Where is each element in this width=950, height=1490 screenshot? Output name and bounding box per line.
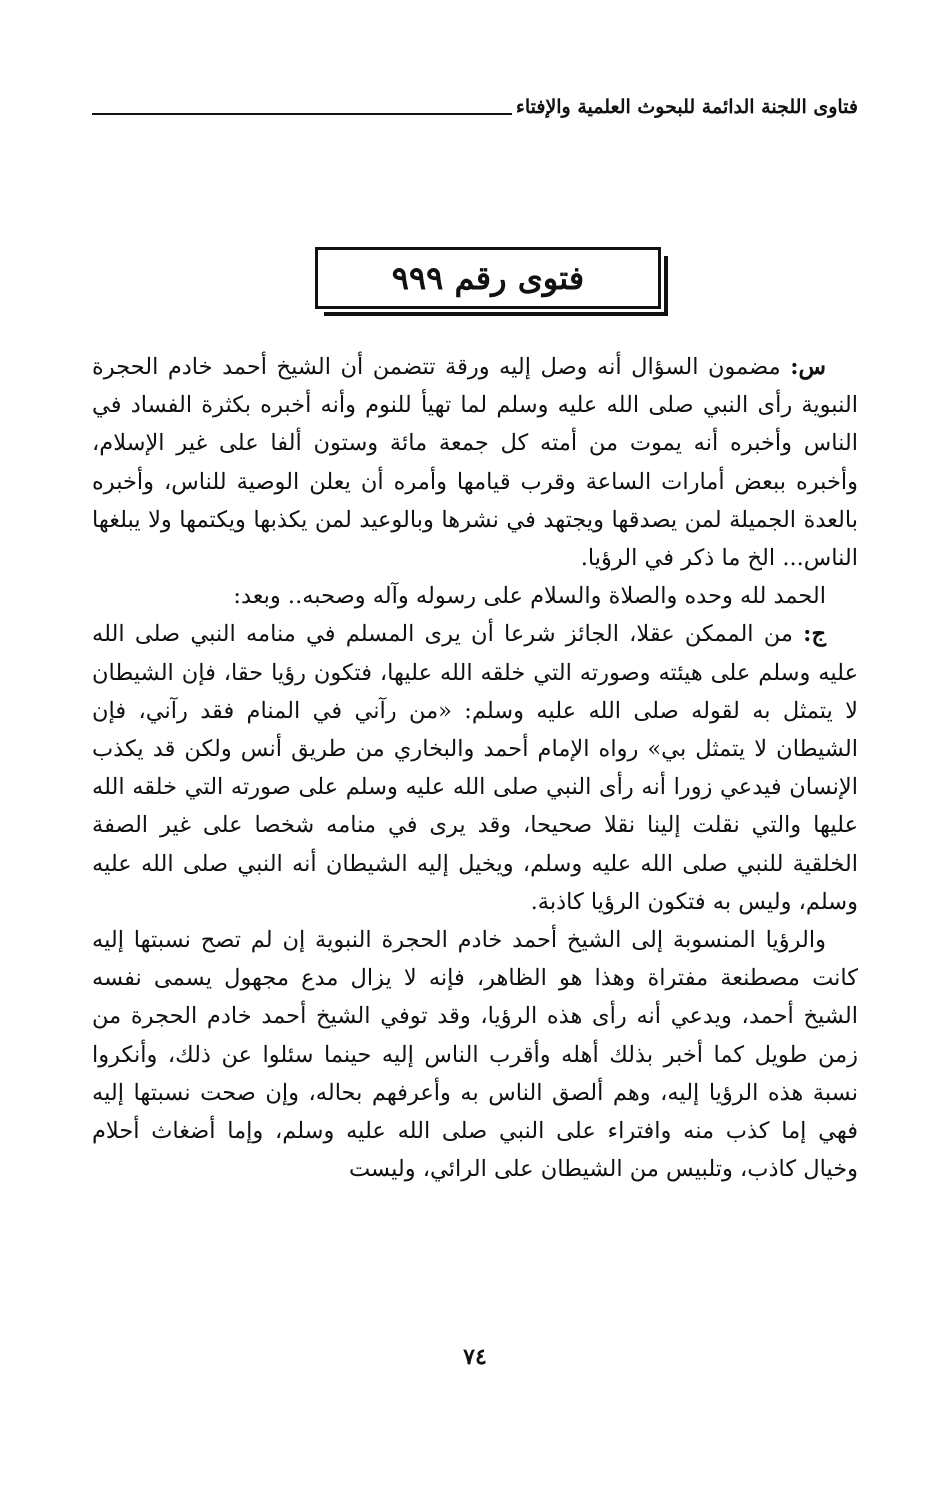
answer-text: من الممكن عقلا، الجائز شرعا أن يرى المسلم في منامه النبي صلى الله عليه وسلم على هيئته وصورته التي خلقه الله عليها، فتكون رؤيا حقا، فإن الشيطان لا يتمثل به لقوله صلى الله عليه وسلم: «من رآني في المنام فقد رآني، فإن الشيطان لا يتمثل بي» رواه الإمام أحمد والبخاري من طريق أنس ولكن قد يكذب الإنسان فيدعي زورا أنه رأى النبي صلى الله عليه وسلم على صورته التي خلقه الله عليها والتي نقلت إلينا نقلا صحيحا، وقد يرى في منامه شخصا على غير الصفة الخلقية للنبي صلى الله عليه وسلم، ويخيل إليه الشيطان أنه النبي صلى الله عليه وسلم، وليس به فتكون الرؤيا كاذبة. xyxy=(92,621,858,915)
fatwa-title: فتوى رقم ٩٩٩ xyxy=(391,259,585,297)
question-paragraph xyxy=(92,348,858,577)
header-rule xyxy=(92,113,512,115)
page-number: ٧٤ xyxy=(463,1344,487,1370)
answer-label: ج: xyxy=(803,621,826,648)
question-label: س: xyxy=(790,354,826,380)
question-text: مضمون السؤال أنه وصل إليه ورقة تتضمن أن الشيخ أحمد خادم الحجرة النبوية رأى النبي صلى الله عليه وسلم لما تهيأ للنوم وأنه أخبره بكثرة الفساد في الناس وأخبره أنه يموت من أمته كل جمعة مائة وستون ألفا على غير الإسلام، وأخبره ببعض أمارات الساعة وقرب قيامها وأمره أن يعلن الوصية للناس، وأخبره بالعدة الجميلة لمن يصدقها ويجتهد في نشرها وبالوعيد لمن يكذبها ويكتمها ولا يبلغها الناس... الخ ما ذكر في الرؤيا. xyxy=(92,354,858,572)
answer-paragraph xyxy=(92,615,858,921)
preamble-paragraph: الحمد لله وحده والصلاة والسلام على رسوله وآله وصحبه.. وبعد: xyxy=(233,583,826,610)
running-header-title: فتاوى اللجنة الدائمة للبحوث العلمية والإفتاء xyxy=(515,96,858,118)
running-header xyxy=(92,88,858,118)
attribution-paragraph: والرؤيا المنسوبة إلى الشيخ أحمد خادم الحجرة النبوية إن لم تصح نسبتها إليه كانت مصطنعة مفتراة وهذا هو الظاهر، فإنه لا يزال مدع مجهول يسمى نفسه الشيخ أحمد، ويدعي أنه رأى هذه الرؤيا، وقد توفي الشيخ أحمد خادم الحجرة من زمن طويل كما أخبر بذلك أهله وأقرب الناس إليه حينما سئلوا عن ذلك، وأنكروا نسبة هذه الرؤيا إليه، وهم ألصق الناس به وأعرفهم بحاله، وإن صحت نسبتها إليه فهي إما كذب منه وافتراء على النبي صلى الله عليه وسلم، وإما أضغاث أحلام وخيال كاذب، وتلبيس من الشيطان على الرائي، وليست xyxy=(92,927,858,1183)
body-text xyxy=(92,348,858,1188)
fatwa-title-box xyxy=(315,247,661,309)
